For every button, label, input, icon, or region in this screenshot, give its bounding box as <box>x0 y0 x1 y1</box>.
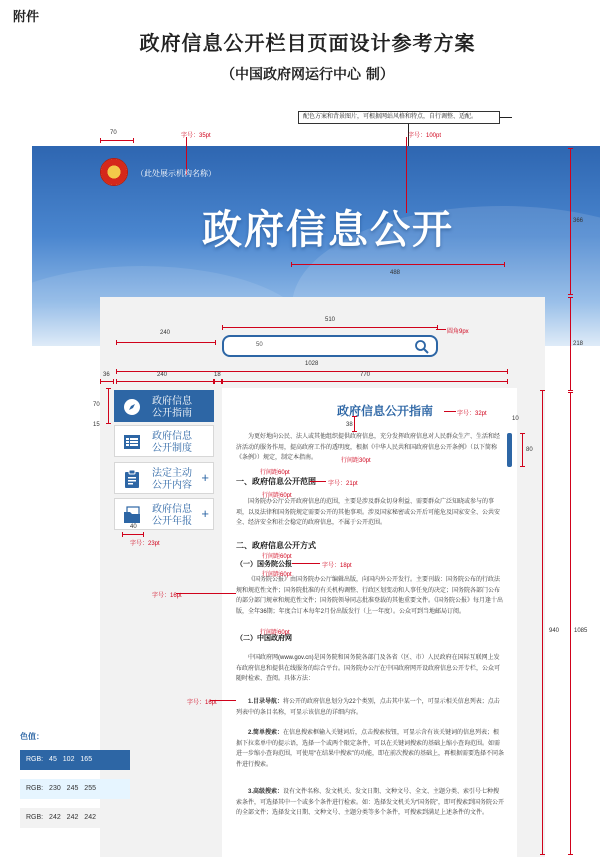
annotation-line-spacing: 行间距60pt <box>260 470 290 476</box>
subsection-paragraph: 《国务院公报》由国务院办公厅编辑出版，向国内外公开发行。主要刊载：国务院公布的行政法规和规范性文件；国务院批准的有关机构调整、行政区划变动和人事任免的决定；国务院各部门公布的部分部门规章和规范性文件；国务院领导同志批准登载的其他重要文件。《国务院公报》每月逢十出版，全年36期；年度合订本每年2月份出版发行（上一年度）。公众可到当地邮局订阅。 <box>236 577 504 615</box>
section-paragraph: 国务院办公厅公开政府信息的范围，主要是涉及群众切身利益、需要群众广泛知晓或参与的事项，以及法律和国务院规定需要公开的其他事项。涉及国家秘密或公开后可能危及国家安全、公共安全、经济安全和社会稳定的政府信息，不属于公开范围。 <box>236 499 501 526</box>
list-item-label: 1.目录导航： <box>248 699 284 705</box>
annotation-line-spacing: 行间距60pt <box>262 572 292 578</box>
subsection-paragraph: 中国政府网(www.gov.cn)是国务院和国务院各部门及各省（区、市）人民政府在国际互联网上发布政府信息和提供在线服务的综合平台。国务院办公厅在中国政府网开设政府信息公开专栏，公众可随时检索、查阅。具体方法： <box>236 655 501 682</box>
sidebar-item-annual-report[interactable] <box>114 498 214 530</box>
dimension-label: 70 <box>110 130 117 136</box>
list-item-text: 将公开的政府信息划分为22个类别，点击其中某一个，可显示相关信息列表；点击列表中的条目名称，可显示该信息的详细内容。 <box>236 699 500 716</box>
dimension-label: 70 <box>93 402 100 408</box>
dimension-line <box>122 532 144 537</box>
list-item-text: 在信息搜索框输入关键词后，点击搜索按钮，可显示含有该关键词的信息列表；根据下拉菜单中的提示语，选择一个或两个限定条件，可以在关键词搜索的基础上缩小查询范围。如需进一步缩小查询范围，可使用“在结果中搜索”的功能，即在前次搜索的基础上，再根据需要选择不同条件进行搜索。 <box>236 730 504 768</box>
sidebar-item-system[interactable] <box>114 425 214 457</box>
annotation-font-size: 字号：18pt <box>322 563 352 569</box>
subsection-heading: （二）中国政府网 <box>236 635 292 642</box>
dimension-line <box>100 379 114 384</box>
annotation-font-size: 字号：100pt <box>408 133 442 139</box>
dimension-label: 1085 <box>574 628 588 634</box>
annotation-line-spacing: 行间距60pt <box>262 554 292 560</box>
annotation-line-spacing: 行间距60pt <box>262 493 292 499</box>
banner-title: 政府信息公开 <box>202 208 454 252</box>
national-emblem-icon <box>100 158 128 186</box>
dimension-label: 218 <box>573 341 584 347</box>
dimension-label: 80 <box>526 447 533 453</box>
dimension-label: 240 <box>160 330 171 336</box>
palette-title: 色值： <box>20 732 44 741</box>
dimension-line <box>106 388 111 424</box>
dimension-label: 240 <box>157 372 168 378</box>
annotation-font-size: 字号：23pt <box>130 541 160 547</box>
sidebar-item-label: 政府信息公开制度 <box>152 431 192 454</box>
annotation-leader <box>292 563 320 564</box>
color-swatch-light-blue: RGB: 230 245 255 <box>20 779 130 799</box>
attachment-label: 附件 <box>13 9 40 24</box>
dimension-label: 366 <box>573 218 584 224</box>
dimension-label: 15 <box>93 422 100 428</box>
annotation-line-spacing: 行间距60pt <box>260 630 290 636</box>
dimension-label: 10 <box>512 416 519 422</box>
dimension-line <box>116 369 508 374</box>
annotation-leader <box>176 593 236 594</box>
expand-plus-icon[interactable]: + <box>201 506 209 521</box>
dimension-label: 940 <box>549 628 560 634</box>
dimension-label: 1028 <box>305 361 319 367</box>
annotation-font-size: 字号：16pt <box>152 593 182 599</box>
sidebar-item-label: 法定主动公开内容 <box>152 468 192 491</box>
dimension-label: 770 <box>360 372 371 378</box>
sidebar-item-statutory-content[interactable] <box>114 462 214 494</box>
clipboard-icon <box>122 469 142 489</box>
dimension-line <box>540 390 545 855</box>
section-heading: 一、政府信息公开范围 <box>236 477 316 486</box>
annotation-font-size: 字号：16pt <box>187 700 217 706</box>
scrollbar-thumb[interactable] <box>507 433 512 467</box>
color-swatch-primary: RGB: 45 102 165 <box>20 750 130 770</box>
dimension-line <box>100 138 134 143</box>
section-heading: 二、政府信息公开方式 <box>236 541 316 550</box>
color-swatch-grey: RGB: 242 242 242 <box>20 808 130 828</box>
annotation-font-size: 字号：21pt <box>328 481 358 487</box>
sidebar-item-label: 政府信息公开指南 <box>152 396 192 419</box>
annotation-leader <box>310 481 326 482</box>
search-box[interactable] <box>222 335 438 357</box>
article-title: 政府信息公开指南 <box>337 404 434 418</box>
subsection-heading: （一）国务院公报 <box>236 561 292 568</box>
dimension-line <box>116 340 216 345</box>
annotation-font-size: 字号：35pt <box>181 133 211 139</box>
list-item <box>236 697 504 718</box>
annotation-leader <box>210 700 236 701</box>
dimension-label: 510 <box>325 317 336 323</box>
list-icon <box>122 432 142 452</box>
dimension-line <box>222 325 438 330</box>
document-title: 政府信息公开栏目页面设计参考方案 <box>139 31 476 55</box>
intro-paragraph: 为更好地向公民、法人或其他组织提供政府信息，充分发挥政府信息对人民群众生产、生活和经济活动的服务作用，提高政府工作的透明度，根据《中华人民共和国政府信息公开条例》（以下简称《条例》）规定，制定本指南。 <box>236 434 501 461</box>
dimension-label: 40 <box>130 524 137 530</box>
org-name: （此处展示机构名称） <box>136 169 216 178</box>
dimension-label: 18 <box>214 372 221 378</box>
dimension-label: 38 <box>346 422 353 428</box>
search-placeholder: 50 <box>256 342 263 348</box>
dimension-line <box>214 379 222 384</box>
dimension-line <box>222 379 508 384</box>
folder-icon <box>122 505 142 525</box>
list-item-label: 2.简单搜索： <box>248 730 284 736</box>
annotation-font-size: 字号：32pt <box>457 411 487 417</box>
expand-plus-icon[interactable]: + <box>201 470 209 485</box>
dimension-line <box>291 262 505 267</box>
sidebar-item-guide[interactable] <box>114 390 214 422</box>
document-subtitle: （中国政府网运行中心 制） <box>221 67 394 83</box>
annotation-radius: 圆角9px <box>447 329 469 335</box>
list-item-label: 3.高级搜索： <box>248 789 284 795</box>
color-note: 配色方案和背景图片，可根据网站风格和特点，自行调整、适配。 <box>298 111 500 124</box>
list-item-text: 设有文件名称、发文机关、发文日期、文种文号、全文、主题分类、索引号七种搜索条件，可选择其中一个或多个条件进行检索。如：选择发文机关为“国务院”，即可搜索到国务院公开的全部文件；选择发文日期、文种文号、主题分类等多个条件，可搜索到满足上述条件的文件。 <box>236 789 504 816</box>
dimension-label: 36 <box>103 372 110 378</box>
dimension-line <box>568 392 573 855</box>
compass-icon <box>122 397 142 417</box>
search-icon[interactable] <box>414 339 430 355</box>
annotation-line-spacing: 行间距30pt <box>341 458 371 464</box>
list-item <box>236 787 504 819</box>
dimension-label: 488 <box>390 270 401 276</box>
dimension-line <box>116 379 214 384</box>
annotation-leader <box>444 411 456 412</box>
dimension-line <box>520 433 525 467</box>
sidebar-item-label: 政府信息公开年报 <box>152 504 192 527</box>
note-leader-end <box>500 117 512 118</box>
list-item <box>236 728 504 770</box>
